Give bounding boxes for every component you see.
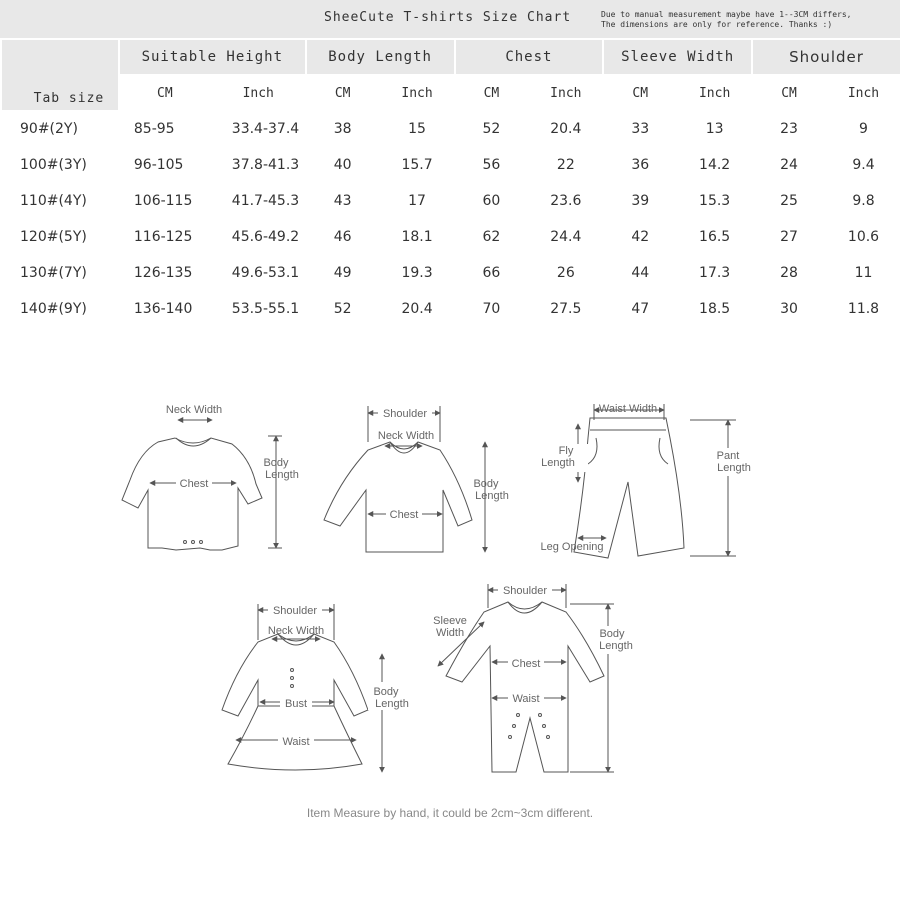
table-cell: 18.5 <box>677 291 752 327</box>
romper-sleeve-width-label-2: Width <box>435 627 465 639</box>
unit-inch: Inch <box>211 75 306 111</box>
romper-sleeve-width-label-1: Sleeve <box>433 615 467 627</box>
unit-inch: Inch <box>528 75 603 111</box>
table-cell: 41.7-45.3 <box>211 183 306 219</box>
table-cell: 15.7 <box>380 147 455 183</box>
romper-chest-label: Chest <box>511 658 541 670</box>
bodysuit-neck-width-label: Neck Width <box>165 404 223 416</box>
size-label-cell: 120#(5Y) <box>1 219 119 255</box>
table-cell: 24 <box>752 147 826 183</box>
table-cell: 22 <box>528 147 603 183</box>
group-header-sleeve-width: Sleeve Width <box>603 39 752 75</box>
table-cell: 39 <box>603 183 677 219</box>
note-line-2: The dimensions are only for reference. Thanks :) <box>601 20 833 29</box>
dress-body-length-label-1: Body <box>373 686 399 698</box>
romper-body-length-label-2: Length <box>599 640 633 652</box>
footer-note: Item Measure by hand, it could be 2cm~3cm different. <box>306 806 594 820</box>
snap-dot <box>543 725 546 728</box>
size-label-cell: 90#(2Y) <box>1 111 119 147</box>
table-cell: 52 <box>455 111 529 147</box>
button-dot <box>291 669 294 672</box>
table-group-header-row <box>1 39 900 75</box>
table-cell: 9 <box>826 111 900 147</box>
romper-waist-label: Waist <box>512 693 540 705</box>
table-cell: 27.5 <box>528 291 603 327</box>
pants-leg-opening-label: Leg Opening <box>540 541 604 553</box>
group-header-body-length: Body Length <box>306 39 455 75</box>
table-cell: 116-125 <box>119 219 211 255</box>
tshirt-diagram <box>324 406 485 552</box>
size-label-cell: 110#(4Y) <box>1 183 119 219</box>
table-cell: 30 <box>752 291 826 327</box>
tshirt-body-length-label-2: Length <box>475 490 509 502</box>
tab-size-header: Tab size <box>1 39 119 111</box>
tshirt-neck-width-label: Neck Width <box>377 430 435 442</box>
table-cell: 9.8 <box>826 183 900 219</box>
button-dot <box>291 677 294 680</box>
unit-cm: CM <box>306 75 380 111</box>
pants-outline <box>574 418 684 558</box>
table-cell: 14.2 <box>677 147 752 183</box>
bodysuit-body-length-label-1: Body <box>263 457 289 469</box>
size-table <box>0 38 900 328</box>
table-cell: 44 <box>603 255 677 291</box>
table-cell: 45.6-49.2 <box>211 219 306 255</box>
bodysuit-body-length-label-2: Length <box>265 469 299 481</box>
note-line-1: Due to manual measurement maybe have 1--3CM differs, <box>601 10 852 19</box>
table-cell: 62 <box>455 219 529 255</box>
dress-bust-label: Bust <box>284 698 308 710</box>
table-cell: 40 <box>306 147 380 183</box>
dress-body-length-label-2: Length <box>375 698 409 710</box>
snap-dot <box>509 736 512 739</box>
unit-cm: CM <box>603 75 677 111</box>
pocket-left <box>588 438 597 464</box>
table-cell: 56 <box>455 147 529 183</box>
pants-waist-width-label: Waist Width <box>598 403 658 415</box>
table-cell: 136-140 <box>119 291 211 327</box>
table-cell: 85-95 <box>119 111 211 147</box>
table-cell: 96-105 <box>119 147 211 183</box>
table-cell: 60 <box>455 183 529 219</box>
pocket-right <box>659 438 668 464</box>
unit-inch: Inch <box>677 75 752 111</box>
table-cell: 19.3 <box>380 255 455 291</box>
group-header-chest: Chest <box>455 39 604 75</box>
table-cell: 24.4 <box>528 219 603 255</box>
table-cell: 38 <box>306 111 380 147</box>
romper-diagram <box>435 584 614 772</box>
table-cell: 23.6 <box>528 183 603 219</box>
table-cell: 33.4-37.4 <box>211 111 306 147</box>
table-cell: 106-115 <box>119 183 211 219</box>
group-header-suitable-height: Suitable Height <box>119 39 306 75</box>
snap-dot <box>517 714 520 717</box>
table-unit-row <box>1 75 900 111</box>
snap-dot <box>547 736 550 739</box>
table-cell: 42 <box>603 219 677 255</box>
table-row <box>1 147 900 183</box>
table-cell: 10.6 <box>826 219 900 255</box>
table-cell: 18.1 <box>380 219 455 255</box>
table-cell: 9.4 <box>826 147 900 183</box>
table-cell: 11 <box>826 255 900 291</box>
table-cell: 33 <box>603 111 677 147</box>
size-label-cell: 140#(9Y) <box>1 291 119 327</box>
romper-collar <box>508 602 542 613</box>
table-cell: 52 <box>306 291 380 327</box>
pants-pant-length-label-2: Length <box>717 462 751 474</box>
pants-pant-length-label-1: Pant <box>716 450 740 462</box>
bodysuit-chest-label: Chest <box>179 478 209 490</box>
table-cell: 15 <box>380 111 455 147</box>
table-row <box>1 255 900 291</box>
dress-waist-label: Waist <box>282 736 310 748</box>
unit-cm: CM <box>455 75 529 111</box>
table-cell: 70 <box>455 291 529 327</box>
table-cell: 36 <box>603 147 677 183</box>
table-row <box>1 183 900 219</box>
table-cell: 17 <box>380 183 455 219</box>
chart-title: SheeCute T-shirts Size Chart <box>324 10 572 25</box>
snap-dot <box>192 541 195 544</box>
table-cell: 53.5-55.1 <box>211 291 306 327</box>
snap-dot <box>200 541 203 544</box>
size-label-cell: 100#(3Y) <box>1 147 119 183</box>
table-cell: 49 <box>306 255 380 291</box>
table-cell: 27 <box>752 219 826 255</box>
unit-inch: Inch <box>826 75 900 111</box>
table-cell: 46 <box>306 219 380 255</box>
table-cell: 43 <box>306 183 380 219</box>
button-dot <box>291 685 294 688</box>
pants-fly-length-label-1: Fly <box>558 445 574 457</box>
table-row <box>1 111 900 147</box>
pants-diagram <box>574 404 736 558</box>
table-cell: 47 <box>603 291 677 327</box>
table-cell: 11.8 <box>826 291 900 327</box>
table-cell: 17.3 <box>677 255 752 291</box>
unit-cm: CM <box>119 75 211 111</box>
table-row <box>1 291 900 327</box>
unit-cm: CM <box>752 75 826 111</box>
table-cell: 126-135 <box>119 255 211 291</box>
tshirt-collar <box>390 442 418 453</box>
table-cell: 16.5 <box>677 219 752 255</box>
snap-dot <box>513 725 516 728</box>
size-label-cell: 130#(7Y) <box>1 255 119 291</box>
bodysuit-outline <box>122 438 262 550</box>
unit-inch: Inch <box>380 75 455 111</box>
group-header-shoulder: Shoulder <box>752 39 900 75</box>
table-cell: 66 <box>455 255 529 291</box>
table-row <box>1 219 900 255</box>
table-cell: 25 <box>752 183 826 219</box>
romper-shoulder-label: Shoulder <box>502 585 548 597</box>
pants-fly-length-label-2: Length <box>541 457 575 469</box>
table-cell: 15.3 <box>677 183 752 219</box>
table-cell: 28 <box>752 255 826 291</box>
snap-dot <box>184 541 187 544</box>
table-cell: 37.8-41.3 <box>211 147 306 183</box>
table-cell: 13 <box>677 111 752 147</box>
table-cell: 26 <box>528 255 603 291</box>
dress-shoulder-label: Shoulder <box>272 605 318 617</box>
table-body <box>1 111 900 327</box>
table-cell: 20.4 <box>528 111 603 147</box>
table-cell: 23 <box>752 111 826 147</box>
measurement-note <box>601 10 851 30</box>
dress-neck-width-label: Neck Width <box>267 625 325 637</box>
table-cell: 49.6-53.1 <box>211 255 306 291</box>
romper-outline <box>446 602 604 772</box>
table-cell: 20.4 <box>380 291 455 327</box>
measurement-diagrams <box>0 380 900 820</box>
tshirt-chest-label: Chest <box>389 509 419 521</box>
bodysuit-collar <box>176 438 211 446</box>
title-bar <box>0 0 900 38</box>
romper-body-length-label-1: Body <box>599 628 625 640</box>
snap-dot <box>539 714 542 717</box>
tshirt-outline <box>324 442 472 552</box>
tshirt-shoulder-label: Shoulder <box>382 408 428 420</box>
tshirt-body-length-label-1: Body <box>473 478 499 490</box>
